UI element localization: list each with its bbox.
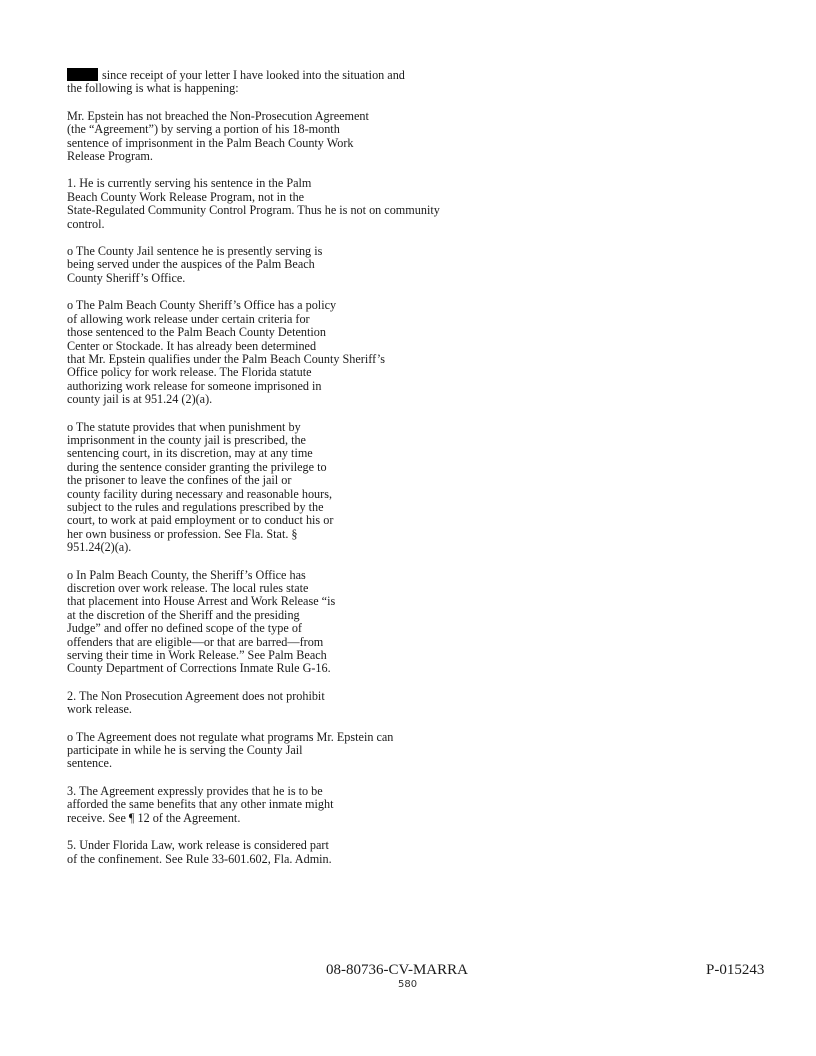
case-number: 08-80736-CV-MARRA [326, 962, 468, 978]
paragraph [67, 110, 477, 164]
paragraph-line: her own business or profession. See Fla. Stat. § [67, 526, 298, 541]
paragraph-line: sentence of imprisonment in the Palm Beach County Work [67, 135, 354, 150]
intro-line-2: the following is what is happening: [67, 81, 239, 96]
paragraph-line: County Department of Corrections Inmate Rule G-16. [67, 661, 331, 676]
paragraph-line: o The Agreement does not regulate what programs Mr. Epstein can [67, 729, 394, 744]
paragraph-line: that placement into House Arrest and Work Release “is [67, 594, 336, 609]
paragraph-line: county facility during necessary and reasonable hours, [67, 486, 332, 501]
paragraph-line: imprisonment in the county jail is prescribed, the [67, 432, 306, 447]
paragraph-line: at the discretion of the Sheriff and the presiding [67, 607, 300, 622]
paragraph-line: afforded the same benefits that any other inmate might [67, 797, 334, 812]
letter-body [67, 68, 477, 880]
paragraph [67, 245, 477, 285]
paragraph-line: (the “Agreement”) by serving a portion of his 18-month [67, 122, 340, 137]
paragraph-line: sentence. [67, 756, 113, 771]
paragraph-line: receive. See ¶ 12 of the Agreement. [67, 810, 241, 825]
paragraph [67, 299, 477, 406]
paragraph-list [67, 110, 477, 866]
paragraph-line: of allowing work release under certain criteria for [67, 311, 310, 326]
paragraph-line: serving their time in Work Release.” See Palm Beach [67, 648, 327, 663]
paragraph-line: of the confinement. See Rule 33-601.602, Fla. Admin. [67, 851, 332, 866]
paragraph [67, 839, 477, 866]
paragraph [67, 177, 477, 231]
paragraph-line: participate in while he is serving the County Jail [67, 743, 303, 758]
paragraph-line: during the sentence consider granting the privilege to [67, 459, 327, 474]
intro-paragraph [67, 68, 477, 96]
paragraph-line: discretion over work release. The local rules state [67, 581, 309, 595]
paragraph [67, 569, 477, 676]
paragraph-line: Center or Stockade. It has already been determined [67, 338, 317, 353]
paragraph-line: work release. [67, 702, 132, 717]
paragraph [67, 785, 477, 825]
paragraph-line: County Sheriff’s Office. [67, 270, 186, 285]
paragraph-line: Office policy for work release. The Florida statute [67, 365, 312, 380]
paragraph-line: that Mr. Epstein qualifies under the Palm Beach County Sheriff’s [67, 351, 385, 366]
paragraph-line: court, to work at paid employment or to conduct his or [67, 513, 334, 528]
paragraph-line: 2. The Non Prosecution Agreement does not prohibit [67, 688, 325, 703]
paragraph-line: subject to the rules and regulations prescribed by the [67, 499, 324, 514]
paragraph-line: offenders that are eligible—or that are barred—from [67, 634, 324, 649]
intro-line-1: since receipt of your letter I have looked into the situation and [102, 68, 405, 82]
paragraph-line: o The statute provides that when punishment by [67, 419, 301, 434]
redaction-block [67, 68, 98, 81]
paragraph-line: authorizing work release for someone imprisoned in [67, 378, 322, 393]
bates-number: P-015243 [706, 962, 765, 978]
paragraph-line: being served under the auspices of the Palm Beach [67, 257, 315, 272]
paragraph-line: 951.24(2)(a). [67, 540, 132, 555]
paragraph-line: sentencing court, in its discretion, may at any time [67, 446, 313, 461]
paragraph-line: Release Program. [67, 149, 153, 164]
paragraph-line: control. [67, 216, 105, 231]
paragraph-line: those sentenced to the Palm Beach County Detention [67, 325, 326, 340]
paragraph-line: Judge” and offer no defined scope of the type of [67, 621, 302, 636]
paragraph [67, 690, 477, 717]
paragraph-line: county jail is at 951.24 (2)(a). [67, 392, 213, 407]
paragraph-line: 3. The Agreement expressly provides that he is to be [67, 783, 323, 798]
paragraph-line: State-Regulated Community Control Program. Thus he is not on community [67, 203, 440, 218]
page-number: 580 [398, 979, 418, 990]
paragraph [67, 731, 477, 771]
paragraph-line: o In Palm Beach County, the Sheriff’s Office has [67, 567, 306, 582]
paragraph-line: 5. Under Florida Law, work release is considered part [67, 838, 329, 853]
paragraph [67, 421, 477, 555]
paragraph-line: o The County Jail sentence he is presently serving is [67, 244, 323, 259]
paragraph-line: 1. He is currently serving his sentence in the Palm [67, 176, 312, 191]
paragraph-line: Mr. Epstein has not breached the Non-Prosecution Agreement [67, 108, 369, 123]
paragraph-line: the prisoner to leave the confines of the jail or [67, 473, 292, 488]
paragraph-line: o The Palm Beach County Sheriff’s Office has a policy [67, 298, 337, 313]
paragraph-line: Beach County Work Release Program, not in the [67, 189, 305, 204]
